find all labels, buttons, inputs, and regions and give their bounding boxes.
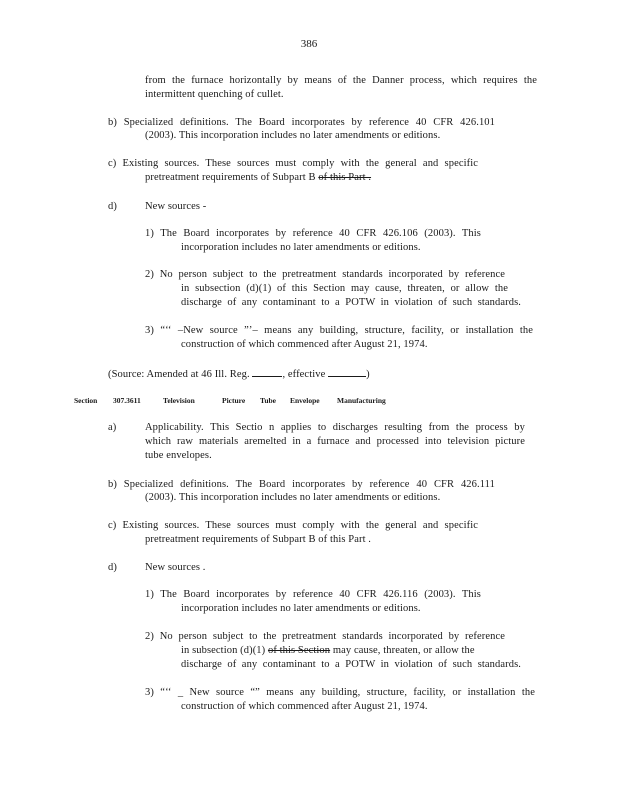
subsection-b-line: (2003). This incorporation includes no later amendments or editions. [145, 130, 441, 141]
paragraph-line: from the furnace horizontally by means of the Danner process, which requires the [145, 75, 537, 86]
item-2-text: in subsection (d)(1) [181, 645, 268, 656]
subsection-d-marker: d) [108, 201, 117, 212]
section-title-word: Tube [260, 396, 276, 405]
struck-text: of this Part . [318, 172, 372, 183]
subsection-c-line: c) Existing sources. These sources must comply with the general and specific [108, 158, 478, 169]
source-note-text: , effective [282, 369, 326, 380]
section-title-word: Envelope [290, 396, 320, 405]
subsection-d-marker: d) [108, 562, 117, 573]
subsection-c-text: pretreatment requirements of Subpart B [145, 172, 319, 183]
item-1-line: incorporation includes no later amendments or editions. [181, 603, 421, 614]
subsection-b-line: (2003). This incorporation includes no later amendments or editions. [145, 492, 441, 503]
subsection-a-line: tube envelopes. [145, 450, 212, 461]
item-3-line: construction of which commenced after August 21, 1974. [181, 701, 428, 712]
section-number: 307.3611 [113, 396, 141, 405]
source-note [108, 366, 370, 381]
item-3-line: 3) “‘‘ _ New source “” means any building, structure, facility, or installation the [145, 687, 535, 698]
struck-text: of this Section [267, 645, 331, 656]
item-1-line: 1) The Board incorporates by reference 40 CFR 426.106 (2003). This [145, 228, 481, 239]
item-2-line: discharge of any contaminant to a POTW in violation of such standards. [181, 297, 521, 308]
section-title-word: Picture [222, 396, 246, 405]
page-number: 386 [300, 38, 318, 50]
source-note-text: (Source: Amended at 46 Ill. Reg. [108, 369, 250, 380]
item-2-line: 2) No person subject to the pretreatment standards incorporated by reference [145, 631, 505, 642]
item-3-line: construction of which commenced after August 21, 1974. [181, 339, 428, 350]
subsection-a-marker: a) [108, 422, 117, 433]
item-2-line: 2) No person subject to the pretreatment standards incorporated by reference [145, 269, 505, 280]
subsection-c-line [145, 171, 371, 184]
section-title-word: Television [163, 396, 195, 405]
paragraph-line: intermittent quenching of cullet. [145, 89, 284, 100]
subsection-d-heading: New sources . [145, 562, 206, 573]
subsection-a-line: which raw materials aremelted in a furnace and processed into television picture [145, 436, 525, 447]
item-1-line: 1) The Board incorporates by reference 40 CFR 426.116 (2003). This [145, 589, 481, 600]
item-2-line: discharge of any contaminant to a POTW in violation of such standards. [181, 659, 521, 670]
subsection-b-line: b) Specialized definitions. The Board incorporates by reference 40 CFR 426.101 [108, 117, 495, 128]
item-2-text: may cause, threaten, or allow the [330, 645, 475, 656]
section-label: Section [74, 396, 98, 405]
item-3-line: 3) “‘‘ –New source ”’– means any building, structure, facility, or installation the [145, 325, 533, 336]
item-2-line [181, 644, 475, 657]
subsection-a-line: Applicability. This Sectio n applies to discharges resulting from the process by [145, 422, 525, 433]
item-1-line: incorporation includes no later amendments or editions. [181, 242, 421, 253]
subsection-c-line: c) Existing sources. These sources must comply with the general and specific [108, 520, 478, 531]
subsection-b-line: b) Specialized definitions. The Board incorporates by reference 40 CFR 426.111 [108, 479, 495, 490]
subsection-d-heading: New sources - [145, 201, 207, 212]
item-2-line: in subsection (d)(1) of this Section may cause, threaten, or allow the [181, 283, 508, 294]
subsection-c-line: pretreatment requirements of Subpart B of this Part . [145, 534, 372, 545]
section-title-word: Manufacturing [337, 396, 386, 405]
blank-line [328, 366, 366, 377]
source-note-text: ) [366, 369, 370, 380]
blank-line [252, 366, 282, 377]
